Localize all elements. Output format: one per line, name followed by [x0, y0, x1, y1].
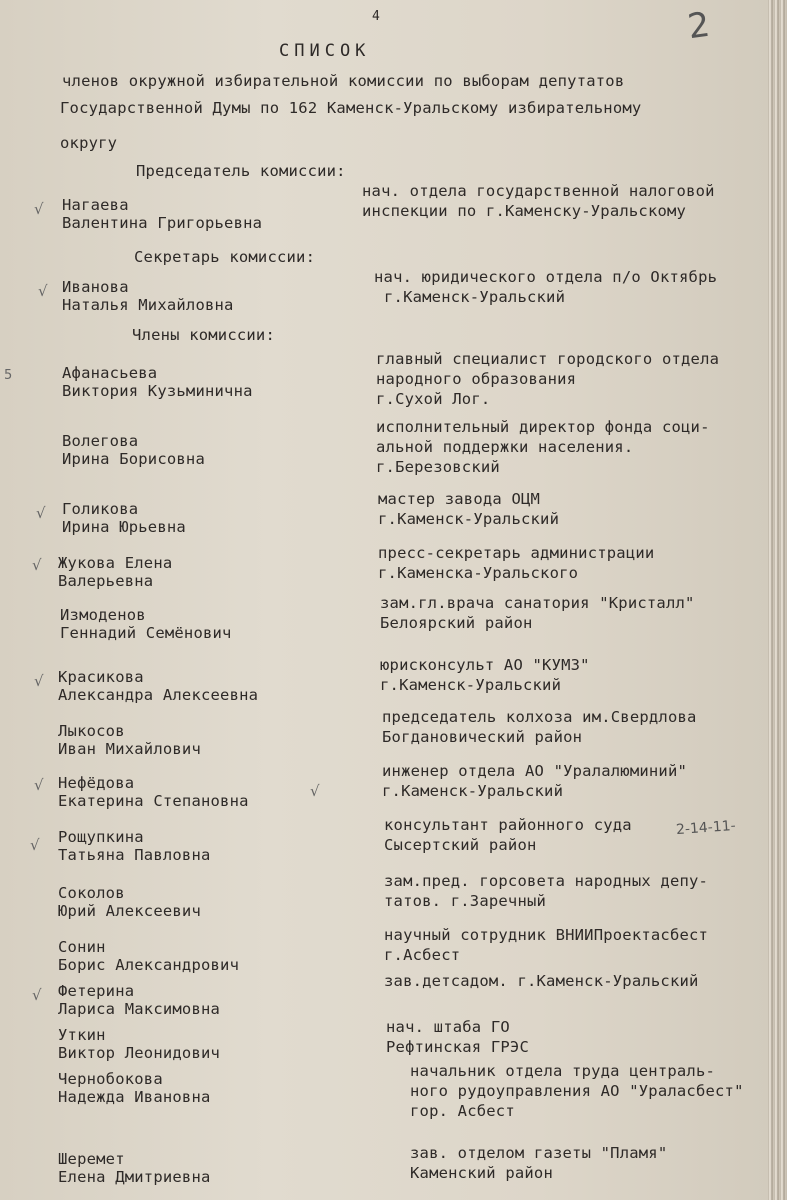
member-position: инспекции по г.Каменску-Уральскому	[362, 202, 687, 220]
member-position: татов. г.Заречный	[384, 892, 547, 910]
intro-line-2: Государственной Думы по 162 Каменск-Уральскому избирательному	[60, 99, 642, 117]
member-surname: Нефёдова	[58, 774, 135, 792]
member-position: нач. штаба ГО	[386, 1018, 510, 1036]
member-position: начальник отдела труда централь-	[410, 1062, 716, 1080]
section-secretary: Секретарь комиссии:	[134, 248, 316, 266]
member-position: зав. отделом газеты "Пламя"	[410, 1144, 668, 1162]
member-position: председатель колхоза им.Свердлова	[382, 708, 697, 726]
member-surname: Иванова	[62, 278, 129, 296]
member-given-names: Елена Дмитриевна	[58, 1168, 211, 1186]
member-position: нач. отдела государственной налоговой	[362, 182, 715, 200]
member-surname: Рощупкина	[58, 828, 144, 846]
member-position: Сысертский район	[384, 836, 537, 854]
member-surname: Голикова	[62, 500, 139, 518]
checkmark-icon: √	[38, 282, 48, 300]
section-members: Члены комиссии:	[132, 326, 275, 344]
member-given-names: Валерьевна	[58, 572, 154, 590]
member-position: г.Каменска-Уральского	[378, 564, 579, 582]
member-position: г.Каменск-Уральский	[384, 288, 566, 306]
member-surname: Нагаева	[62, 196, 129, 214]
member-position: ного рудоуправления АО "Ураласбест"	[410, 1082, 744, 1100]
intro-line-3: округу	[60, 134, 118, 152]
intro-line-1: членов окружной избирательной комиссии по выборам депутатов	[62, 72, 625, 90]
member-given-names: Геннадий Семёнович	[60, 624, 232, 642]
member-position: Рефтинская ГРЭС	[386, 1038, 529, 1056]
member-position: мастер завода ОЦМ	[378, 490, 541, 508]
book-page-edges	[768, 0, 787, 1200]
member-position: альной поддержки населения.	[376, 438, 634, 456]
section-chair: Председатель комиссии:	[136, 162, 346, 180]
checkmark-icon: √	[34, 200, 44, 218]
member-surname: Измоденов	[60, 606, 146, 624]
member-position: нач. юридического отдела п/о Октябрь	[374, 268, 718, 286]
member-surname: Лыкосов	[58, 722, 125, 740]
member-surname: Фетерина	[58, 982, 135, 1000]
member-position: юрисконсульт АО "КУМЗ"	[380, 656, 590, 674]
member-position: Богдановический район	[382, 728, 583, 746]
member-given-names: Екатерина Степановна	[58, 792, 249, 810]
member-surname: Волегова	[62, 432, 139, 450]
member-given-names: Валентина Григорьевна	[62, 214, 263, 232]
member-position: г.Сухой Лог.	[376, 390, 491, 408]
member-given-names: Ирина Юрьевна	[62, 518, 186, 536]
member-given-names: Виктория Кузьминична	[62, 382, 253, 400]
member-given-names: Надежда Ивановна	[58, 1088, 211, 1106]
member-position: инженер отдела АО "Уралалюминий"	[382, 762, 688, 780]
member-position: народного образования	[376, 370, 577, 388]
margin-number: 5	[4, 368, 13, 383]
member-position: г.Березовский	[376, 458, 500, 476]
member-position: зам.пред. горсовета народных депу-	[384, 872, 709, 890]
member-given-names: Иван Михайлович	[58, 740, 201, 758]
checkmark-icon: √	[310, 782, 320, 800]
member-surname: Шеремет	[58, 1150, 125, 1168]
handwritten-note: 2-14-11-	[675, 817, 737, 839]
handwritten-page-number: 2	[685, 4, 713, 48]
member-given-names: Борис Александрович	[58, 956, 240, 974]
member-surname: Сонин	[58, 938, 106, 956]
member-position: консультант районного суда	[384, 816, 632, 834]
member-position: гор. Асбест	[410, 1102, 515, 1120]
member-position: научный сотрудник ВНИИПроектасбест	[384, 926, 709, 944]
member-position: г.Каменск-Уральский	[380, 676, 562, 694]
member-surname: Жукова Елена	[58, 554, 173, 572]
member-surname: Красикова	[58, 668, 144, 686]
member-position: главный специалист городского отдела	[376, 350, 720, 368]
checkmark-icon: √	[34, 776, 44, 794]
member-surname: Уткин	[58, 1026, 106, 1044]
member-given-names: Виктор Леонидович	[58, 1044, 221, 1062]
checkmark-icon: √	[34, 672, 44, 690]
checkmark-icon: √	[32, 556, 42, 574]
checkmark-icon: √	[32, 986, 42, 1004]
member-position: г.Каменск-Уральский	[382, 782, 564, 800]
member-position: Белоярский район	[380, 614, 533, 632]
member-given-names: Юрий Алексеевич	[58, 902, 201, 920]
member-given-names: Лариса Максимовна	[58, 1000, 221, 1018]
member-position: зав.детсадом. г.Каменск-Уральский	[384, 972, 699, 990]
page-mark: 4	[372, 9, 381, 24]
member-position: г.Асбест	[384, 946, 461, 964]
member-position: Каменский район	[410, 1164, 553, 1182]
member-position: исполнительный директор фонда соци-	[376, 418, 710, 436]
checkmark-icon: √	[30, 836, 40, 854]
checkmark-icon: √	[36, 504, 46, 522]
member-given-names: Александра Алексеевна	[58, 686, 259, 704]
member-surname: Соколов	[58, 884, 125, 902]
member-position: пресс-секретарь администрации	[378, 544, 655, 562]
member-given-names: Наталья Михайловна	[62, 296, 234, 314]
document-title: СПИСОК	[279, 41, 371, 61]
member-given-names: Ирина Борисовна	[62, 450, 205, 468]
member-position: зам.гл.врача санатория "Кристалл"	[380, 594, 695, 612]
member-surname: Чернобокова	[58, 1070, 163, 1088]
member-surname: Афанасьева	[62, 364, 158, 382]
member-given-names: Татьяна Павловна	[58, 846, 211, 864]
member-position: г.Каменск-Уральский	[378, 510, 560, 528]
